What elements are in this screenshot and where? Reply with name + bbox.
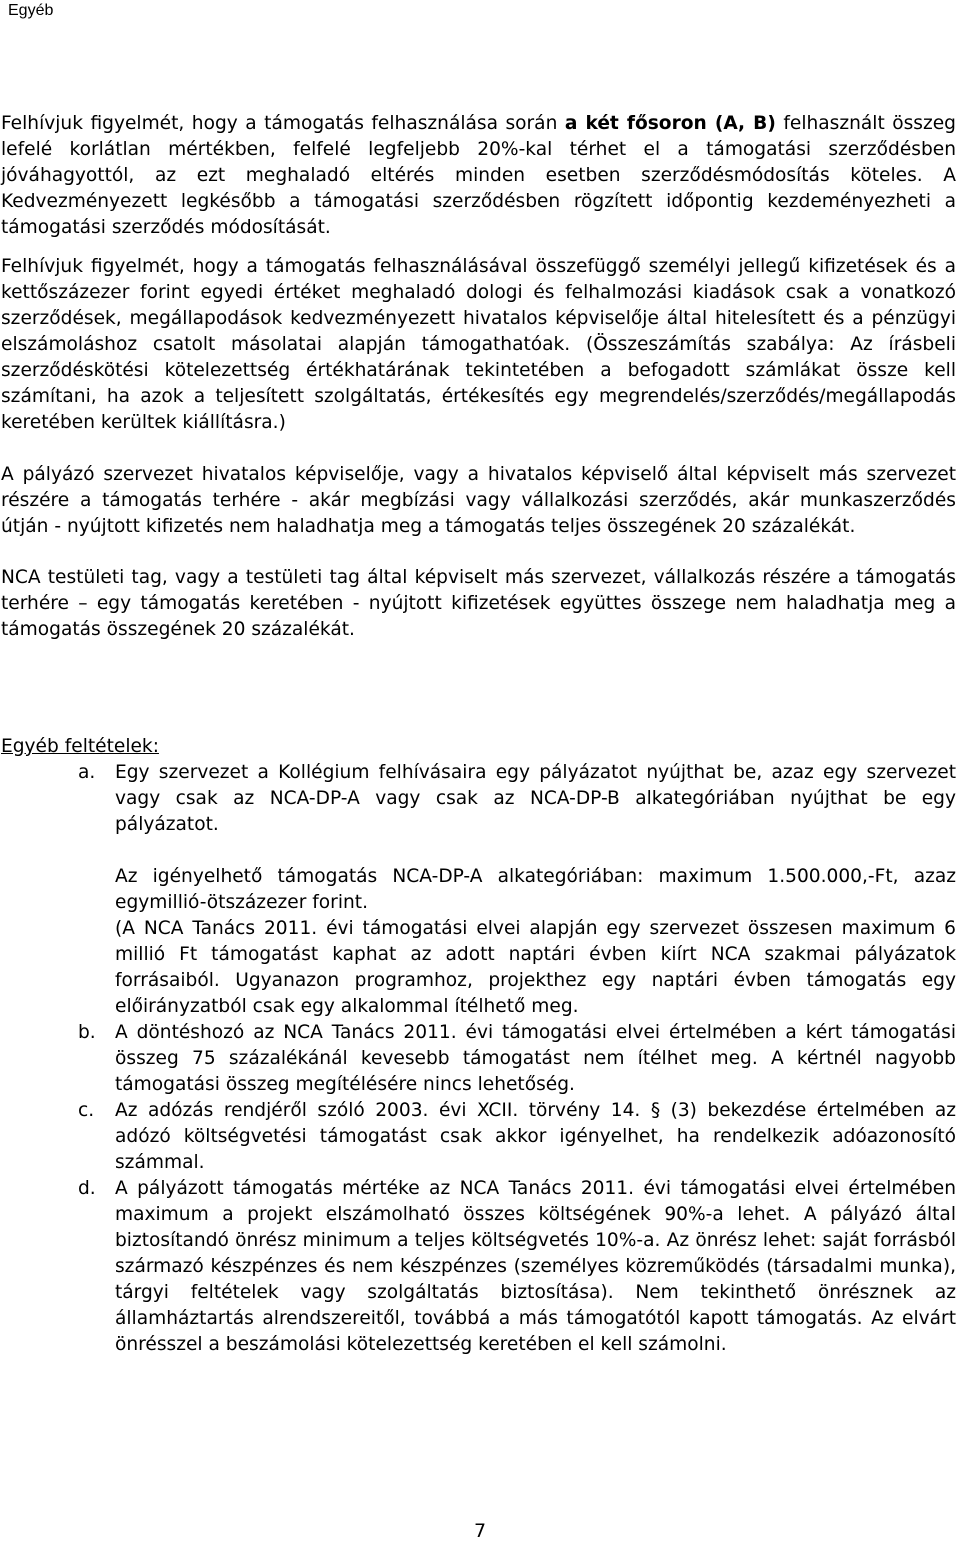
list-marker: a. [78, 762, 96, 783]
list-item [1, 1098, 956, 1176]
list-item-text: Az adózás rendjéről szóló 2003. évi XCII. törvény 14. § (3) bekezdése értelmében az adózó költségvetési támogatást csak akkor igényelhet, ha rendelkezik adóazonosító számmal. [115, 1100, 956, 1173]
paragraph-text: felhasznált összeg lefelé korlátlan mértékben, felfelé legfeljebb 20%-kal térhet el a támogatási szerződésben jóváhagyottól, az ezt meghaladó eltérés minden esetben szerződésmódosítás köteles. A Kedvezményezett legkésőbb a támogatási szerződésben rögzített időpontig kezdeményezheti a támogatási szerződés módosítását. [1, 113, 956, 238]
list-item [1, 760, 956, 1020]
page-number: 7 [473, 1520, 487, 1542]
list-item-text: A döntéshozó az NCA Tanács 2011. évi támogatási elvei értelmében a kért támogatási összeg 75 százalékánál kevesebb támogatást nem ítélhet meg. A kértnél nagyobb támogatási összeg megítélésére nincs lehetőség. [115, 1022, 956, 1095]
list-marker: c. [78, 1100, 95, 1121]
paragraph-payments-rule: Felhívjuk figyelmét, hogy a támogatás felhasználásával összefüggő személyi jellegű kifizetések és a kettőszázezer forint egyedi értéket meghaladó dologi és felhalmozási kiadások csak a vonatkozó szerződések, megállapodások kedvezményezett hivatalos képviselője által hitelesített és a pénzügyi elszámoláshoz csatolt másolatai alapján támogathatóak. (Összeszámítás szabálya: Az írásbeli szerződéskötési kötelezettség értékhatárának tekintetében a befogadott számlákat össze kell számítani, ha azok a teljesített szolgáltatás, értékesítés egy megrendelés/szerződés/megállapodás keretében kerültek kiállításra.) [1, 256, 956, 433]
paragraph-modification-rule [1, 111, 956, 241]
paragraph-text: Felhívjuk figyelmét, hogy a támogatás felhasználása során [1, 113, 565, 134]
document-body [1, 111, 956, 1358]
list-item-text: Egy szervezet a Kollégium felhívásaira egy pályázatot nyújthat be, azaz egy szervezet vagy csak az NCA-DP-A vagy csak az NCA-DP-B alkategóriában nyújthat be egy pályázatot. [115, 762, 956, 835]
list-item-text: A pályázott támogatás mértéke az NCA Tanács 2011. évi támogatási elvei értelmében maximum a projekt elszámolható összes költségének 90%-a lehet. A pályázó által biztosítandó önrész minimum a teljes költségvetés 10%-a. Az önrész lehet: saját forrásból származó készpénzes és nem készpénzes (személyes közreműködés (társadalmi munka), tárgyi feltételek vagy szolgáltatás biztosítása). Nem tekinthető önrésznek az államháztartás alrendszereitől, továbbá a más támogatótól kapott támogatás. Az elvárt önrésszel a beszámolási kötelezettség keretében el kell számolni. [115, 1178, 956, 1355]
list-item [1, 1020, 956, 1098]
paragraph-representative-limit: A pályázó szervezet hivatalos képviselője, vagy a hivatalos képviselő által képviselt más szervezet részére a támogatás terhére - akár megbízási vagy vállalkozási szerződés, akár munkaszerződés útján - nyújtott kifizetés nem haladhatja meg a támogatás teljes összegének 20 százalékát. [1, 464, 956, 537]
bold-emphasis: a két fősoron (A, B) [564, 113, 776, 134]
conditions-list [1, 760, 956, 1358]
list-item-subparagraph: Az igényelhető támogatás NCA-DP-A alkategóriában: maximum 1.500.000,-Ft, azaz egymillió-ötszázezer forint. [115, 866, 956, 913]
list-item [1, 1176, 956, 1358]
running-header: Egyéb [8, 2, 54, 19]
list-marker: b. [78, 1022, 96, 1043]
paragraph-board-member-limit: NCA testületi tag, vagy a testületi tag által képviselt más szervezet, vállalkozás részére a támogatás terhére – egy támogatás keretében - nyújtott kifizetések együttes összege nem haladhatja meg a támogatás összegének 20 százalékát. [1, 567, 956, 640]
section-title: Egyéb feltételek: [1, 736, 159, 757]
list-marker: d. [78, 1178, 96, 1199]
list-item-subparagraph: (A NCA Tanács 2011. évi támogatási elvei alapján egy szervezet összesen maximum 6 millió Ft támogatást kaphat az adott naptári évben kiírt NCA szakmai pályázatok forrásaiból. Ugyanazon programhoz, projekthez egy naptári évben támogatás egy előirányzatból csak egy alkalommal ítélhető meg. [115, 918, 956, 1017]
